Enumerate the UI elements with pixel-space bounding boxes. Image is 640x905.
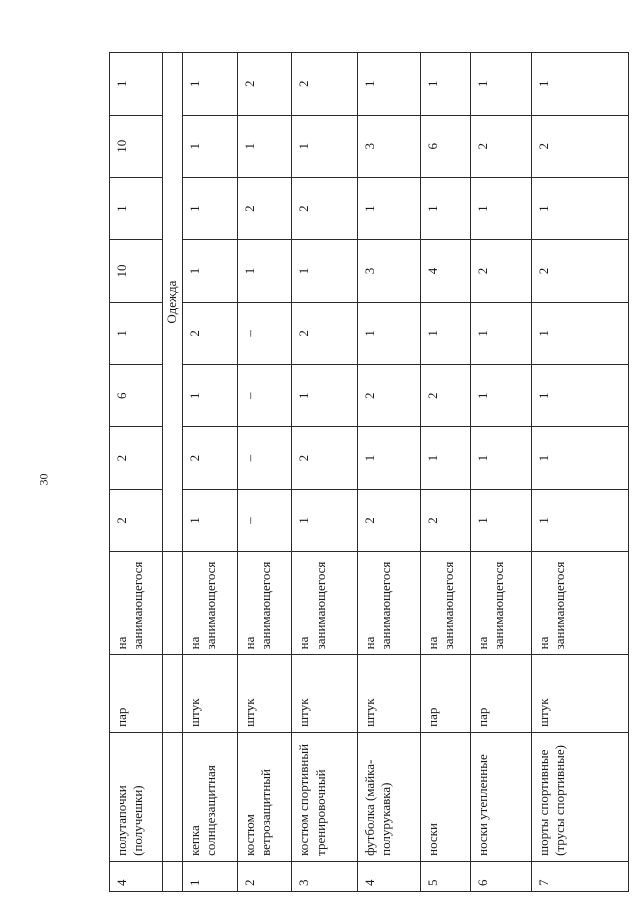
item-name: футболка (майка-полурукавка) xyxy=(357,732,420,861)
unit-cell: пар xyxy=(420,655,471,732)
value-cell: 1 xyxy=(357,177,420,239)
item-name: носки xyxy=(420,732,471,861)
section-empty-cell xyxy=(162,552,182,655)
row-number: 4 xyxy=(110,861,163,891)
item-name: шорты спортивные (трусы спортивные) xyxy=(532,732,629,861)
value-cell: 1 xyxy=(471,177,532,239)
value-cell: 2 xyxy=(110,489,163,551)
value-cell: 1 xyxy=(292,240,357,302)
unit-cell: штук xyxy=(357,655,420,732)
table-row xyxy=(471,53,532,892)
per-cell: на занимающегося xyxy=(182,552,237,655)
value-cell: 2 xyxy=(237,53,292,116)
value-cell: 1 xyxy=(292,365,357,427)
value-cell: 2 xyxy=(292,302,357,364)
item-name: костюм ветрозащитный xyxy=(237,732,292,861)
item-name: носки утепленные xyxy=(471,732,532,861)
value-cell: 10 xyxy=(110,115,163,177)
per-cell: на занимающегося xyxy=(357,552,420,655)
value-cell: 4 xyxy=(420,240,471,302)
table-row xyxy=(110,53,163,892)
unit-cell: штук xyxy=(532,655,629,732)
row-number: 7 xyxy=(532,861,629,891)
value-cell: 1 xyxy=(532,489,629,551)
value-cell: 1 xyxy=(182,177,237,239)
value-cell: 2 xyxy=(182,302,237,364)
value-cell: 1 xyxy=(182,365,237,427)
value-cell: 3 xyxy=(357,240,420,302)
value-cell: – xyxy=(237,302,292,364)
value-cell: 1 xyxy=(182,53,237,116)
table-row xyxy=(532,53,629,892)
table-row xyxy=(357,53,420,892)
row-number: 1 xyxy=(182,861,237,891)
value-cell: 1 xyxy=(237,115,292,177)
per-cell: на занимающегося xyxy=(292,552,357,655)
value-cell: 2 xyxy=(237,177,292,239)
value-cell: 2 xyxy=(292,427,357,489)
per-cell: на занимающегося xyxy=(471,552,532,655)
item-name: полутапочки (получешки) xyxy=(110,732,163,861)
section-empty-cell xyxy=(162,861,182,891)
value-cell: 6 xyxy=(420,115,471,177)
value-cell: 1 xyxy=(420,427,471,489)
unit-cell: штук xyxy=(292,655,357,732)
value-cell: 2 xyxy=(292,177,357,239)
row-number: 3 xyxy=(292,861,357,891)
value-cell: 1 xyxy=(292,115,357,177)
value-cell: 1 xyxy=(182,489,237,551)
value-cell: – xyxy=(237,365,292,427)
per-cell: на занимающегося xyxy=(110,552,163,655)
value-cell: 3 xyxy=(357,115,420,177)
value-cell: 1 xyxy=(420,302,471,364)
table-row xyxy=(420,53,471,892)
value-cell: 1 xyxy=(471,53,532,116)
row-number: 6 xyxy=(471,861,532,891)
table-row xyxy=(182,53,237,892)
unit-cell: штук xyxy=(182,655,237,732)
value-cell: 2 xyxy=(292,53,357,116)
table-row xyxy=(292,53,357,892)
value-cell: 1 xyxy=(110,302,163,364)
value-cell: 1 xyxy=(357,53,420,116)
value-cell: 1 xyxy=(532,365,629,427)
section-empty-cell xyxy=(162,655,182,732)
row-number: 5 xyxy=(420,861,471,891)
value-cell: 6 xyxy=(110,365,163,427)
table-body xyxy=(110,53,629,892)
value-cell: 1 xyxy=(420,177,471,239)
value-cell: 1 xyxy=(532,427,629,489)
value-cell: 1 xyxy=(471,302,532,364)
value-cell: – xyxy=(237,489,292,551)
value-cell: 10 xyxy=(110,240,163,302)
section-row xyxy=(162,53,182,892)
value-cell: 1 xyxy=(292,489,357,551)
value-cell: 2 xyxy=(357,365,420,427)
item-name: костюм спортивный тренировочный xyxy=(292,732,357,861)
row-number: 2 xyxy=(237,861,292,891)
value-cell: 2 xyxy=(420,489,471,551)
value-cell: 2 xyxy=(110,427,163,489)
table-row xyxy=(237,53,292,892)
value-cell: 1 xyxy=(182,240,237,302)
row-number: 4 xyxy=(357,861,420,891)
value-cell: 1 xyxy=(471,489,532,551)
section-title: Одежда xyxy=(162,53,182,552)
per-cell: на занимающегося xyxy=(532,552,629,655)
value-cell: 1 xyxy=(532,302,629,364)
page-number: 30 xyxy=(36,473,51,486)
value-cell: 1 xyxy=(110,53,163,116)
value-cell: 1 xyxy=(420,53,471,116)
value-cell: 2 xyxy=(471,115,532,177)
value-cell: 2 xyxy=(357,489,420,551)
equipment-table xyxy=(109,52,629,892)
value-cell: 1 xyxy=(532,177,629,239)
value-cell: 1 xyxy=(237,240,292,302)
value-cell: 1 xyxy=(357,302,420,364)
section-empty-cell xyxy=(162,732,182,861)
value-cell: – xyxy=(237,427,292,489)
equipment-table-wrapper xyxy=(109,52,629,892)
unit-cell: пар xyxy=(471,655,532,732)
per-cell: на занимающегося xyxy=(237,552,292,655)
value-cell: 2 xyxy=(532,240,629,302)
value-cell: 1 xyxy=(182,115,237,177)
value-cell: 2 xyxy=(182,427,237,489)
unit-cell: пар xyxy=(110,655,163,732)
value-cell: 2 xyxy=(471,240,532,302)
value-cell: 2 xyxy=(420,365,471,427)
value-cell: 1 xyxy=(110,177,163,239)
unit-cell: штук xyxy=(237,655,292,732)
per-cell: на занимающегося xyxy=(420,552,471,655)
value-cell: 1 xyxy=(471,427,532,489)
value-cell: 1 xyxy=(471,365,532,427)
value-cell: 1 xyxy=(357,427,420,489)
value-cell: 2 xyxy=(532,115,629,177)
item-name: кепка солнцезащитная xyxy=(182,732,237,861)
value-cell: 1 xyxy=(532,53,629,116)
